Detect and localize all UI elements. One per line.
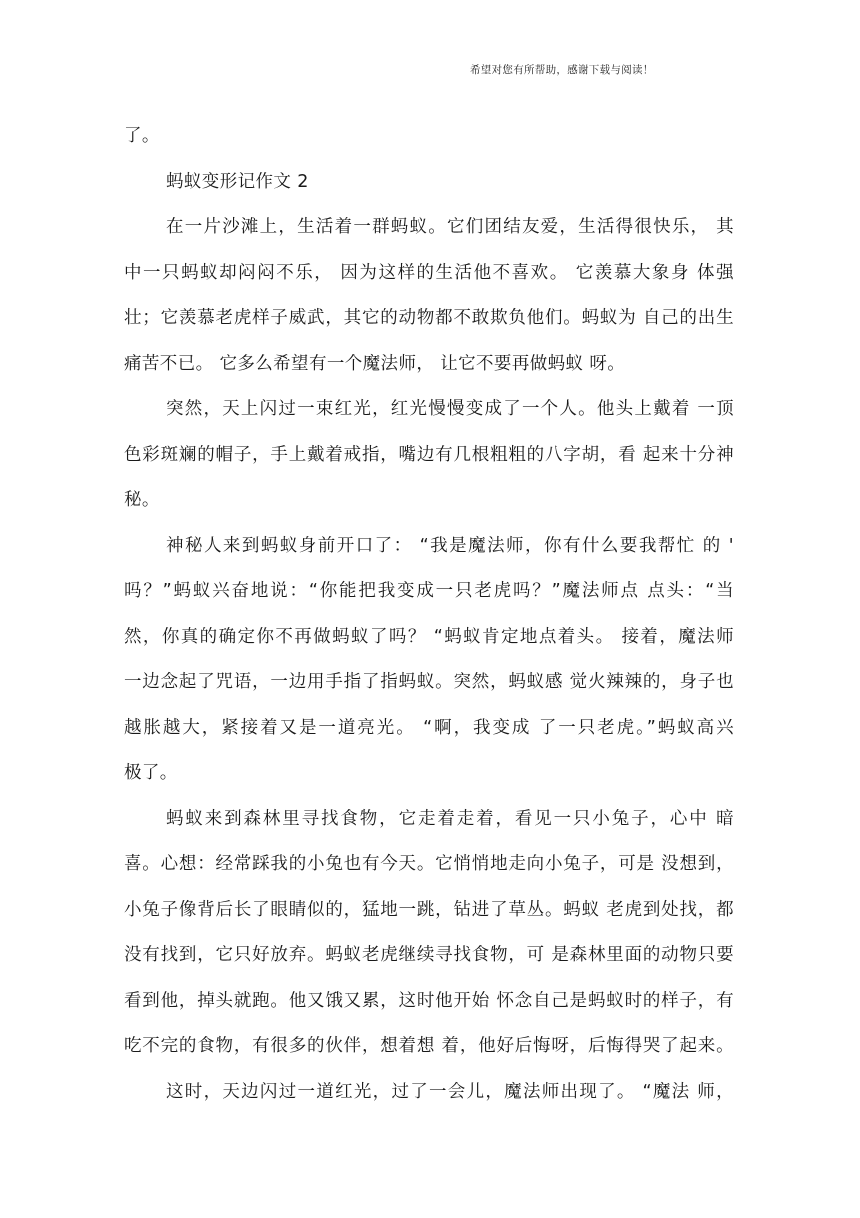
section-heading: 蚂蚁变形记作文 2	[166, 171, 309, 192]
text-line: 了。	[124, 126, 160, 146]
text-line: 蚂蚁来到森林里寻找食物，它走着走着，看见一只小兔子，心中 暗	[166, 808, 734, 829]
text-line: 痛苦不已。 它多么希望有一个魔法师， 让它不要再做蚂蚁 呀。	[124, 353, 626, 374]
text-line: 喜。心想：经常踩我的小兔也有今天。它悄悄地走向小兔子，可是 没想到，	[124, 854, 734, 874]
header-note: 希望对您有所帮助，感谢下载与阅读！	[470, 64, 654, 76]
text-line: 然，你真的确定你不再做蚂蚁了吗？ “蚂蚁肯定地点着头。 接着，魔法师	[124, 626, 734, 647]
text-line: 看到他，掉头就跑。他又饿又累，这时他开始 怀念自己是蚂蚁时的样子，有	[124, 990, 734, 1011]
text-line: 色彩斑斓的帽子，手上戴着戒指，嘴边有几根粗粗的八字胡，看 起来十分神	[124, 444, 734, 465]
text-line: 中一只蚂蚁却闷闷不乐， 因为这样的生活他不喜欢。 它羡慕大象身 体强	[124, 262, 734, 283]
text-line: 壮；它羡慕老虎样子威武，其它的动物都不敢欺负他们。蚂蚁为 自己的出生	[124, 308, 734, 328]
text-line: 在一片沙滩上，生活着一群蚂蚁。它们团结友爱，生活得很快乐， 其	[166, 217, 734, 237]
text-line: 神秘人来到蚂蚁身前开口了： “我是魔法师，你有什么要我帮忙 的 '	[166, 535, 734, 556]
text-line: 小兔子像背后长了眼睛似的，猛地一跳，钻进了草丛。蚂蚁 老虎到处找，都	[124, 899, 734, 920]
text-line: 吗？”蚂蚁兴奋地说：“你能把我变成一只老虎吗？”魔法师点 点头：“当	[124, 581, 734, 601]
text-line: 秘。	[124, 490, 160, 510]
text-line: 越胀越大，紧接着又是一道亮光。 “啊，我变成 了一只老虎。”蚂蚁高兴	[124, 717, 734, 738]
text-line: 吃不完的食物，有很多的伙伴，想着想 着，他好后悔呀，后悔得哭了起来。	[124, 1036, 734, 1056]
text-line: 一边念起了咒语，一边用手指了指蚂蚁。突然，蚂蚁感 觉火辣辣的，身子也	[124, 672, 734, 692]
text-line: 这时，天边闪过一道红光，过了一会儿，魔法师出现了。 “魔法 师，	[166, 1081, 734, 1102]
text-line: 极了。	[124, 763, 178, 783]
text-line: 没有找到，它只好放弃。蚂蚁老虎继续寻找食物，可 是森林里面的动物只要	[124, 945, 734, 965]
text-line: 突然，天上闪过一束红光，红光慢慢变成了一个人。他头上戴着 一顶	[166, 399, 734, 419]
